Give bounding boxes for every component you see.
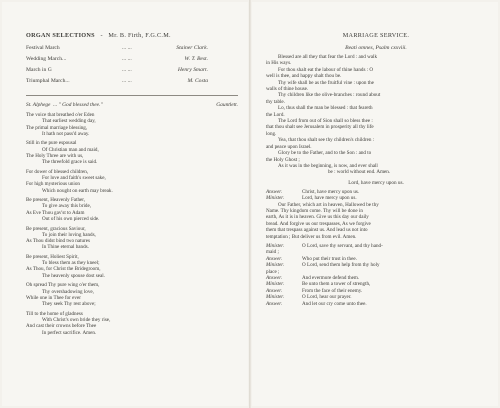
response-speaker: Minister.	[266, 195, 284, 202]
response-speaker: Minister.	[266, 294, 284, 301]
hymn-line: The heavenly spouse dost seal.	[42, 272, 105, 279]
response-text: And evermore defend them.	[302, 275, 360, 281]
hymn-body	[26, 112, 238, 336]
organ-composer: M. Costa	[187, 78, 208, 84]
organ-composer: Stainer Clark.	[176, 45, 208, 51]
litany-responses-2	[266, 243, 486, 307]
response-text: O Lord, hear our prayer.	[302, 294, 352, 301]
response-text: O Lord, save thy servant, and thy hand-	[302, 242, 383, 249]
hymn-heading	[26, 102, 238, 108]
hymn-line: As Thou, for Christ the Bridegroom,	[26, 266, 101, 273]
organ-selections-heading: ORGAN SELECTIONS - Mr. B. Firth, F.G.C.M.	[26, 32, 171, 39]
response-speaker: Minister.	[266, 262, 284, 269]
hymn-line: While one in Thee for ever	[26, 294, 81, 301]
prayer-line: earth, As it is in heaven. Give us this day our daily	[266, 214, 369, 221]
response-speaker: Answer.	[266, 287, 282, 294]
hymn-line: Still in the pure espousal	[26, 140, 77, 147]
psalm-line: Blessed are all they that fear the Lord : and walk	[278, 54, 378, 60]
response-speaker: Minister.	[266, 242, 284, 249]
response-row	[266, 243, 486, 249]
hymn-line: For dower of blessed children,	[26, 168, 89, 175]
psalm-heading: Beati omnes, Psalm cxxviii.	[345, 45, 407, 51]
psalm-line: well is thee, and happy shalt thou be.	[266, 73, 342, 80]
hymn-line: And cast their crowns before Thee	[26, 323, 97, 330]
hymn-composer: Gauntlett.	[216, 102, 238, 108]
response-row	[266, 262, 486, 268]
response-text: Who put their trust in thee.	[302, 255, 357, 262]
lords-prayer	[266, 202, 486, 240]
organ-dots: ... ...	[122, 56, 132, 62]
hymn-line: To give away this bride,	[42, 203, 92, 210]
response-speaker: Minister.	[266, 281, 284, 288]
psalm-line: walls of thine house.	[266, 86, 309, 93]
hymn-line: Be present, Holiest Spirit,	[26, 253, 79, 260]
hymn-line: That earliest wedding day,	[42, 118, 96, 125]
hymn-line: Out of his own pierced side.	[42, 216, 100, 223]
organ-piece: Festival March	[26, 45, 60, 51]
divider-rule	[26, 95, 238, 96]
organ-item	[26, 43, 238, 54]
psalm-line: Thy children like the olive-branches : round about	[278, 92, 381, 99]
psalm-line: in His ways.	[266, 60, 292, 67]
response-text: And let our cry come unto thee.	[302, 300, 367, 307]
organ-composer: Henry Smart.	[177, 67, 208, 73]
prayer-line: Name. Thy kingdom come. Thy will be done in	[266, 207, 363, 214]
psalm-body	[266, 54, 486, 176]
prayer-line: bread. And forgive us our trespasses, As we forgive	[266, 220, 371, 227]
hymn-first-line: ... " God blessed thee."	[53, 102, 103, 108]
response-text: Christ, have mercy upon us.	[302, 188, 360, 195]
hymn-line: The primal marriage blessing,	[26, 124, 88, 131]
hymn-line: It hath not pass'd away.	[42, 130, 90, 137]
hymn-stanza	[26, 282, 238, 307]
organ-list	[26, 43, 238, 87]
hymn-line: The voice that breathed o'er Eden	[26, 112, 95, 118]
psalm-line: Thy wife shall be as the fruitful vine : upon the	[278, 79, 374, 86]
hymn-line: As Eve Thou gav'st to Adam	[26, 209, 85, 216]
response-continuation: place ;	[266, 268, 280, 275]
left-page	[2, 2, 248, 406]
hymn-line: The Holy Three are with us,	[26, 152, 84, 159]
hymn-stanza	[26, 311, 238, 336]
psalm-line: As it was in the beginning, is now, and ever shall	[278, 162, 378, 169]
psalm-line: For thou shalt eat the labour of thine hands : O	[278, 66, 374, 73]
organ-piece: Triumphal March...	[26, 78, 70, 84]
organ-dots: ... ...	[122, 45, 132, 51]
prayer-line: Our Father, which art in heaven, Hallowed be thy	[278, 201, 379, 208]
organ-item	[26, 54, 238, 65]
hymn-line: To bless them as they kneel;	[42, 260, 100, 267]
organ-title: ORGAN SELECTIONS	[26, 32, 95, 39]
psalm-line: long.	[266, 130, 277, 137]
hymn-line: Thy overshadowing love,	[42, 288, 94, 295]
hymn-line: With Christ's own bride they rise,	[42, 316, 111, 323]
hymn-stanza	[26, 197, 238, 222]
psalm-line: Yea, that thou shalt see thy children's children :	[278, 137, 375, 144]
litany-opening: Lord, have mercy upon us.	[348, 179, 404, 186]
organ-performer: Mr. B. Firth, F.G.C.M.	[108, 32, 171, 39]
hymn-line: For love and faith's sweet sake,	[42, 175, 106, 182]
hymn-line: Be present, Heavenly Father,	[26, 197, 86, 204]
organ-dots: ... ...	[122, 78, 132, 84]
hymn-stanza	[26, 140, 238, 165]
hymn-line: Till to the home of gladness	[26, 310, 83, 317]
hymn-tune: St. Alphege	[26, 102, 51, 108]
hymn-line: As Thou didst bind two natures	[26, 238, 91, 245]
psalm-line: the Lord.	[266, 111, 285, 118]
hymn-stanza	[26, 169, 238, 194]
response-text: Lord, have mercy upon us.	[302, 195, 357, 202]
organ-piece: March in G	[26, 67, 52, 73]
response-speaker: Answer.	[266, 300, 282, 307]
psalm-line: that thou shalt see Jerusalem in prosperity all thy life	[266, 124, 374, 131]
response-row	[266, 301, 486, 307]
response-row	[266, 195, 486, 201]
organ-composer: W. T. Best.	[184, 56, 208, 62]
hymn-line: For high mysterious union	[26, 181, 80, 188]
hymn-line: They seek Thy rest above;	[42, 301, 96, 308]
psalm-line: and peace upon Israel.	[266, 143, 312, 150]
prayer-line: them that trespass against us. And lead us not into	[266, 227, 368, 234]
hymn-stanza	[26, 112, 238, 137]
response-continuation: maid ;	[266, 249, 279, 256]
response-text: Be unto them a tower of strength,	[302, 281, 371, 288]
psalm-line: Glory be to the Father, and to the Son : and to	[278, 150, 372, 157]
psalm-line: Lo, thus shall the man be blessed : that feareth	[278, 105, 373, 112]
prayer-line: temptation ; But deliver us from evil. Amen.	[266, 233, 357, 240]
organ-item	[26, 65, 238, 76]
hymn-line: Oh spread Thy pure wing o'er them,	[26, 282, 100, 289]
marriage-service-title: MARRIAGE SERVICE.	[342, 32, 410, 39]
hymn-stanza	[26, 226, 238, 251]
hymn-line: In perfect sacrifice. Amen.	[42, 329, 97, 336]
hymn-line: In Thine eternal bands.	[42, 244, 89, 251]
hymn-line: Which nought on earth may break.	[42, 187, 113, 194]
organ-piece: Wedding March...	[26, 56, 67, 62]
response-speaker: Answer.	[266, 255, 282, 262]
psalm-line: thy table.	[266, 98, 285, 105]
hymn-line: To join their loving hands,	[42, 231, 96, 238]
organ-dots: ... ...	[122, 67, 132, 73]
hymn-line: Be present, gracious Saviour,	[26, 225, 86, 232]
psalm-line: be : world without end. Amen.	[328, 169, 391, 176]
hymn-stanza	[26, 254, 238, 279]
psalm-line: The Lord from out of Sion shall so bless thee :	[278, 118, 373, 125]
right-page	[252, 2, 498, 406]
page-fold	[249, 0, 251, 408]
litany-responses-1	[266, 189, 486, 202]
response-speaker: Answer.	[266, 275, 282, 281]
response-text: O Lord, send them help from thy holy	[302, 262, 380, 269]
response-speaker: Answer.	[266, 188, 282, 195]
organ-item	[26, 76, 238, 87]
hymn-line: The threefold grace is said.	[42, 159, 98, 166]
psalm-line: the Holy Ghost ;	[266, 156, 300, 163]
response-text: From the face of their enemy.	[302, 287, 363, 294]
hymn-line: Of Christian man and maid,	[42, 146, 99, 153]
